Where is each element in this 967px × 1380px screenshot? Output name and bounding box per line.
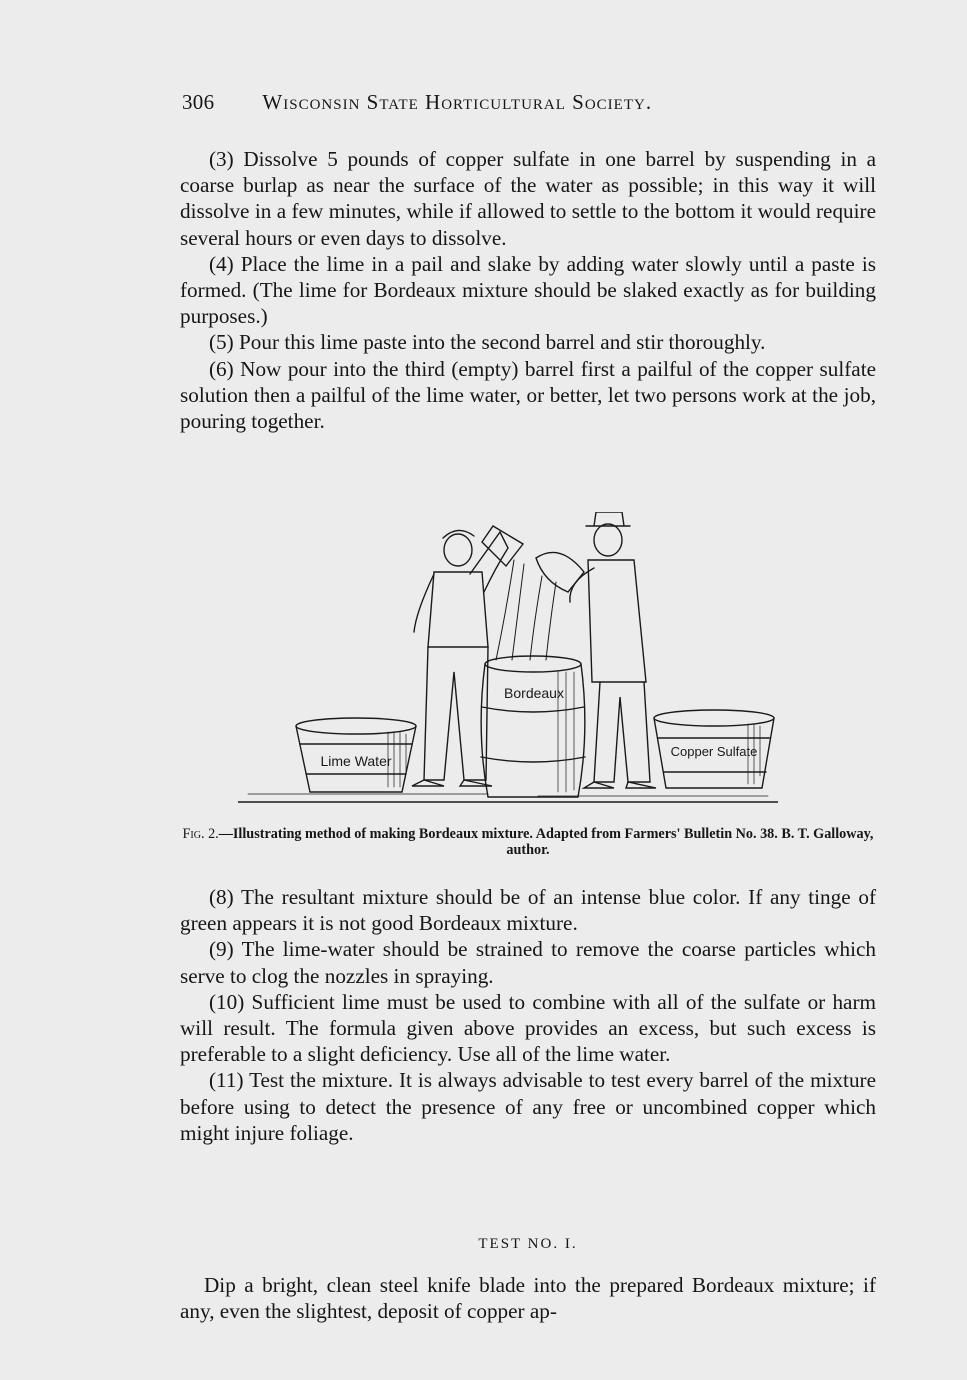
page-number: 306 (182, 90, 215, 114)
label-bordeaux: Bordeaux (504, 685, 564, 701)
figure-caption-lead: Fig. 2. (182, 826, 219, 842)
figure-caption-text: —Illustrating method of making Bordeaux mixture. Adapted from Farmers' Bulletin No. 38. B. T. Galloway, author. (218, 826, 874, 858)
body-text-top (180, 146, 876, 434)
paragraph-step-4: (4) Place the lime in a pail and slake by adding water slowly until a paste is formed. (The lime for Bordeaux mixture should be slaked exactly as for building purposes.) (180, 251, 876, 329)
left-worker-figure (412, 526, 523, 786)
label-copper-sulfate: Copper Sulfate (670, 744, 758, 759)
paragraph-step-5: (5) Pour this lime paste into the second barrel and stir thoroughly. (209, 330, 766, 355)
paragraph-test-1: Dip a bright, clean steel knife blade into the prepared Bordeaux mixture; if any, even the slightest, deposit of copper ap- (180, 1273, 876, 1324)
paragraph-step-6: (6) Now pour into the third (empty) barrel first a pailful of the copper sulfate solution then a pailful of the lime water, or better, let two persons work at the job, pouring together. (180, 356, 876, 434)
paragraph-step-8: (8) The resultant mixture should be of an intense blue color. If any tinge of green appears it is not good Bordeaux mixture. (180, 885, 876, 936)
figure-caption (180, 826, 876, 858)
paragraph-step-10: (10) Sufficient lime must be used to combine with all of the sulfate or harm will result. The formula given above provides an excess, but such excess is preferable to a slight deficiency. Use all of the lime water. (180, 989, 876, 1067)
bordeaux-barrel (481, 656, 585, 797)
paragraph-step-3: (3) Dissolve 5 pounds of copper sulfate in one barrel by suspending in a coarse burlap as near the surface of the water as possible; in this way it will dissolve in a few minutes, while if allowed to settle to the bottom it would require several hours or even days to dissolve. (180, 147, 876, 250)
label-lime-water: Lime Water (320, 753, 392, 769)
section-heading: TEST NO. I. (478, 1236, 578, 1252)
running-title: Wisconsin State Horticultural Society. (262, 90, 653, 114)
right-worker-figure (536, 512, 656, 788)
running-header (182, 90, 782, 115)
bordeaux-mixing-illustration (238, 512, 778, 812)
body-text-final (180, 1272, 876, 1324)
body-text-bottom (180, 884, 876, 1146)
paragraph-step-11: (11) Test the mixture. It is always advisable to test every barrel of the mixture before using to detect the presence of any free or uncombined copper which might injure foliage. (180, 1068, 876, 1145)
figure-illustration (238, 512, 778, 812)
paragraph-step-9: (9) The lime-water should be strained to remove the coarse particles which serve to clog the nozzles in spraying. (180, 937, 876, 988)
